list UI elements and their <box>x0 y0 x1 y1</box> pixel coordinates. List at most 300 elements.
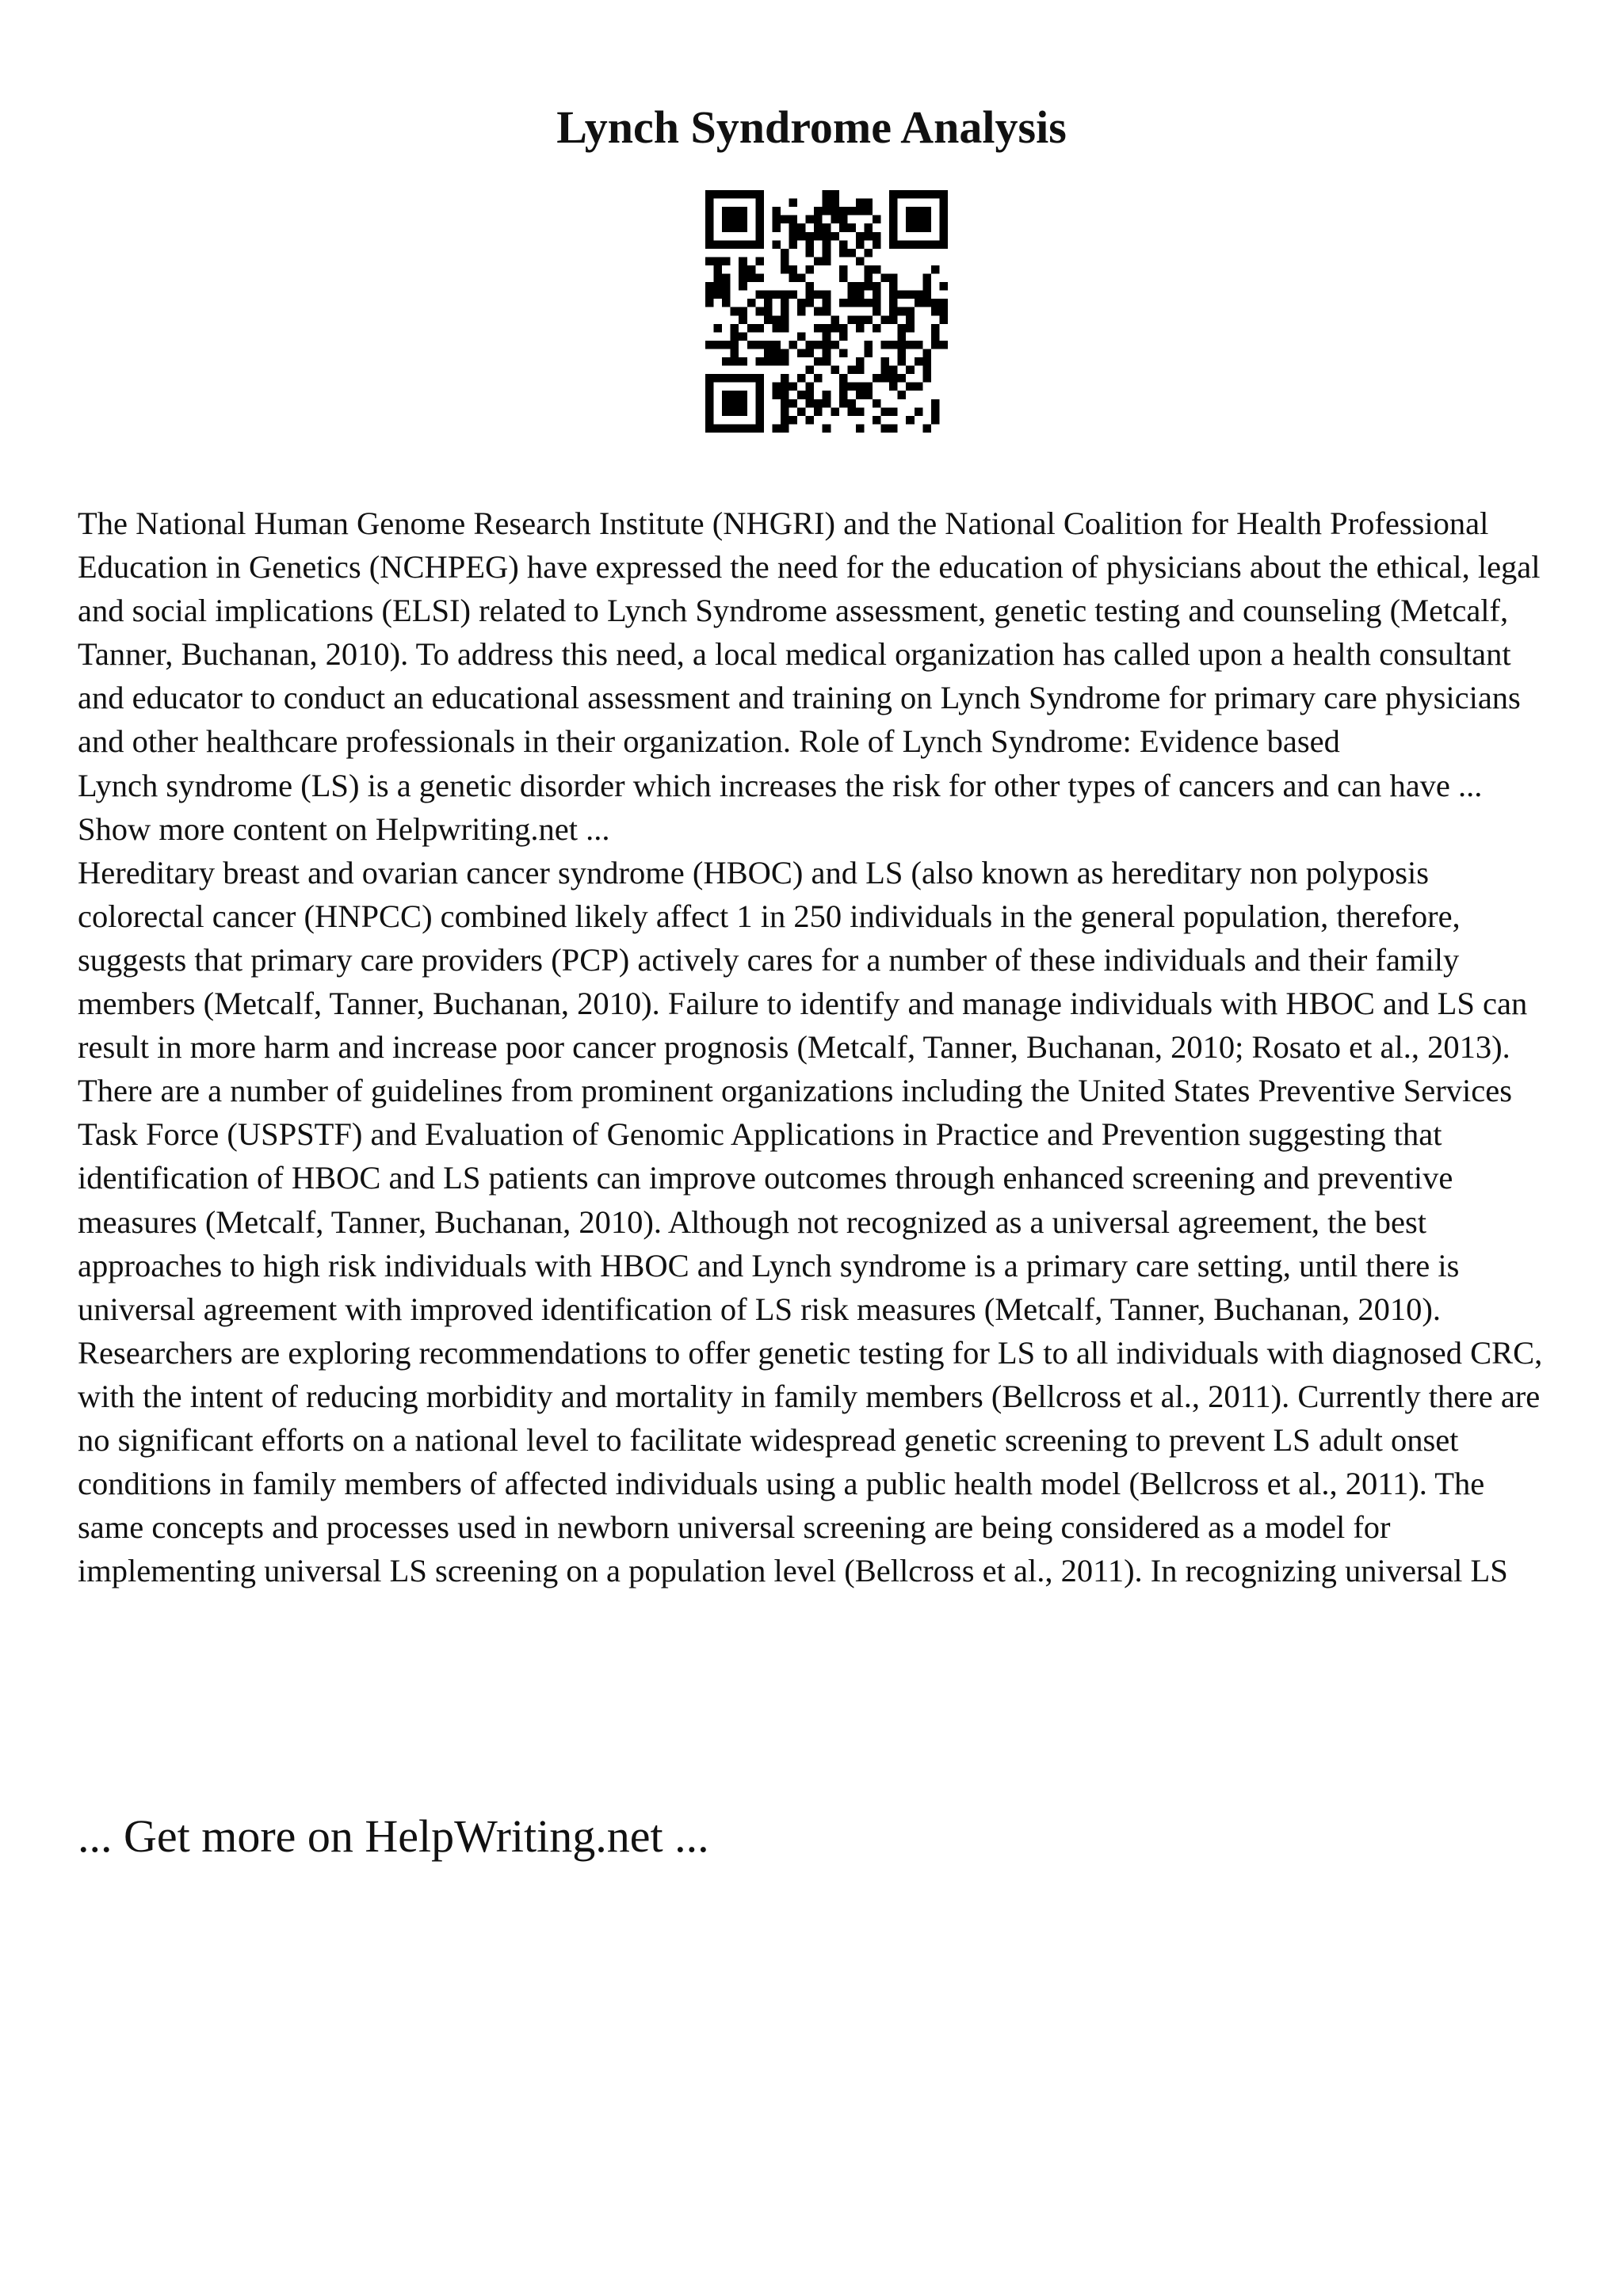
qr-module <box>915 341 923 349</box>
qr-module <box>731 357 739 366</box>
qr-module <box>881 341 890 349</box>
qr-module <box>922 215 931 224</box>
qr-module <box>889 232 898 241</box>
qr-module <box>705 291 714 299</box>
qr-module <box>823 357 831 366</box>
qr-module <box>789 215 798 224</box>
qr-module <box>739 274 747 283</box>
qr-module <box>856 232 865 241</box>
qr-module <box>772 207 781 215</box>
qr-module <box>823 349 831 357</box>
qr-module <box>814 324 823 333</box>
qr-module <box>731 332 739 341</box>
qr-module <box>705 282 714 291</box>
qr-module <box>722 399 731 408</box>
qr-module <box>839 215 848 224</box>
qr-module <box>831 190 839 199</box>
qr-module <box>915 291 923 299</box>
qr-module <box>898 307 907 316</box>
qr-module <box>714 374 723 383</box>
qr-module <box>747 240 756 249</box>
qr-module <box>814 307 823 316</box>
qr-module <box>731 407 739 416</box>
qr-module <box>714 424 723 433</box>
qr-module <box>731 424 739 433</box>
qr-module <box>705 399 714 408</box>
qr-module <box>906 341 915 349</box>
qr-module <box>789 223 798 232</box>
qr-module <box>814 407 823 416</box>
qr-module <box>797 391 806 399</box>
qr-module <box>806 232 815 241</box>
qr-module <box>906 324 915 333</box>
qr-module <box>714 324 723 333</box>
qr-module <box>856 383 865 391</box>
qr-module <box>939 232 948 241</box>
qr-module <box>797 332 806 341</box>
qr-module <box>922 424 931 433</box>
qr-module <box>722 357 731 366</box>
qr-module <box>915 240 923 249</box>
qr-module <box>847 249 856 257</box>
qr-module <box>898 324 907 333</box>
qr-module <box>705 374 714 383</box>
qr-module <box>906 315 915 324</box>
qr-module <box>873 299 881 307</box>
qr-module <box>705 407 714 416</box>
qr-module <box>906 190 915 199</box>
qr-module <box>772 324 781 333</box>
qr-module <box>781 416 789 425</box>
qr-module <box>839 324 848 333</box>
qr-module <box>889 240 898 249</box>
qr-module <box>889 299 898 307</box>
qr-module <box>714 265 723 274</box>
qr-module <box>889 199 898 208</box>
qr-module <box>839 223 848 232</box>
qr-module <box>889 282 898 291</box>
qr-module <box>889 424 898 433</box>
qr-module <box>806 215 815 224</box>
qr-module <box>722 341 731 349</box>
qr-module <box>814 399 823 408</box>
qr-module <box>856 366 865 375</box>
qr-module <box>898 332 907 341</box>
qr-module <box>906 215 915 224</box>
qr-module <box>922 374 931 383</box>
qr-module <box>755 399 764 408</box>
qr-module <box>772 391 781 399</box>
qr-module <box>781 324 789 333</box>
qr-module <box>772 240 781 249</box>
qr-module <box>939 282 948 291</box>
qr-module <box>739 240 747 249</box>
qr-module <box>898 357 907 366</box>
qr-module <box>772 424 781 433</box>
qr-module <box>881 357 890 366</box>
qr-module <box>864 383 873 391</box>
qr-module <box>739 391 747 399</box>
qr-module <box>739 223 747 232</box>
qr-module <box>922 190 931 199</box>
qr-module <box>839 391 848 399</box>
qr-module <box>931 190 940 199</box>
qr-module <box>889 374 898 383</box>
qr-module <box>823 240 831 249</box>
qr-module <box>856 199 865 208</box>
qr-module <box>906 223 915 232</box>
qr-module <box>823 307 831 316</box>
qr-module <box>731 190 739 199</box>
qr-module <box>831 207 839 215</box>
qr-module <box>873 324 881 333</box>
qr-module <box>739 332 747 341</box>
qr-module <box>747 424 756 433</box>
qr-module <box>873 215 881 224</box>
qr-module <box>915 223 923 232</box>
qr-module <box>789 240 798 249</box>
qr-module <box>747 374 756 383</box>
qr-module <box>847 291 856 299</box>
qr-module <box>839 383 848 391</box>
qr-module <box>772 215 781 224</box>
qr-module <box>781 257 789 265</box>
qr-module <box>847 207 856 215</box>
qr-module <box>772 291 781 299</box>
qr-module <box>781 315 789 324</box>
qr-module <box>755 257 764 265</box>
qr-module <box>755 232 764 241</box>
qr-module <box>814 291 823 299</box>
qr-module <box>939 223 948 232</box>
qr-module <box>873 416 881 425</box>
qr-module <box>931 416 940 425</box>
qr-module <box>864 349 873 357</box>
qr-module <box>823 324 831 333</box>
qr-module <box>806 341 815 349</box>
qr-module <box>831 407 839 416</box>
qr-module <box>731 240 739 249</box>
qr-module <box>898 240 907 249</box>
qr-module <box>915 190 923 199</box>
qr-module <box>906 240 915 249</box>
qr-module <box>806 265 815 274</box>
qr-module <box>922 349 931 357</box>
qr-module <box>755 291 764 299</box>
qr-module <box>856 240 865 249</box>
get-more-link[interactable]: ... Get more on HelpWriting.net ... <box>78 1810 709 1862</box>
qr-module <box>898 374 907 383</box>
qr-module <box>705 341 714 349</box>
qr-module <box>856 291 865 299</box>
qr-module <box>755 324 764 333</box>
qr-module <box>847 366 856 375</box>
qr-module <box>714 274 723 283</box>
qr-module <box>739 357 747 366</box>
qr-module <box>731 207 739 215</box>
qr-module <box>889 207 898 215</box>
qr-module <box>939 307 948 316</box>
qr-module <box>939 299 948 307</box>
paragraph-definition: Lynch syndrome (LS) is a genetic disorder which increases the risk for other types of cancers and can have ... Show more content on Helpwriting.net ... <box>78 767 1483 847</box>
qr-module <box>864 315 873 324</box>
qr-code-icon[interactable] <box>705 190 948 433</box>
qr-module <box>847 407 856 416</box>
qr-module <box>856 299 865 307</box>
qr-module <box>898 190 907 199</box>
qr-module <box>731 223 739 232</box>
qr-module <box>823 291 831 299</box>
qr-module <box>755 416 764 425</box>
qr-module <box>705 257 714 265</box>
qr-module <box>755 307 764 316</box>
qr-module <box>839 299 848 307</box>
qr-module <box>781 307 789 316</box>
qr-module <box>881 274 890 283</box>
qr-module <box>856 207 865 215</box>
qr-module <box>781 249 789 257</box>
qr-module <box>906 207 915 215</box>
qr-module <box>772 383 781 391</box>
qr-module <box>722 407 731 416</box>
qr-module <box>755 274 764 283</box>
qr-module <box>789 274 798 283</box>
qr-module <box>789 416 798 425</box>
qr-module <box>839 399 848 408</box>
qr-module <box>731 307 739 316</box>
qr-module <box>755 341 764 349</box>
qr-module <box>781 265 789 274</box>
qr-module <box>722 207 731 215</box>
qr-module <box>814 341 823 349</box>
qr-module <box>915 215 923 224</box>
qr-module <box>823 424 831 433</box>
qr-module <box>747 324 756 333</box>
qr-module <box>781 399 789 408</box>
qr-module <box>906 416 915 425</box>
qr-module <box>789 199 798 208</box>
qr-module <box>722 274 731 283</box>
qr-module <box>898 341 907 349</box>
qr-module <box>814 232 823 241</box>
qr-module <box>789 341 798 349</box>
qr-module <box>722 291 731 299</box>
qr-module <box>831 215 839 224</box>
qr-module <box>789 399 798 408</box>
qr-module <box>806 240 815 249</box>
qr-module <box>772 349 781 357</box>
qr-module <box>915 383 923 391</box>
qr-module <box>764 291 773 299</box>
qr-module <box>856 282 865 291</box>
qr-module <box>931 307 940 316</box>
qr-module <box>823 257 831 265</box>
qr-module <box>789 265 798 274</box>
qr-module <box>772 341 781 349</box>
qr-module <box>922 291 931 299</box>
qr-module <box>705 299 714 307</box>
qr-module <box>714 282 723 291</box>
qr-module <box>705 207 714 215</box>
qr-module <box>739 207 747 215</box>
qr-module <box>939 215 948 224</box>
document-title: Lynch Syndrome Analysis <box>556 101 1067 153</box>
qr-module <box>881 315 890 324</box>
qr-module <box>864 391 873 399</box>
qr-module <box>839 332 848 341</box>
qr-module <box>856 324 865 333</box>
qr-module <box>739 282 747 291</box>
qr-module <box>722 374 731 383</box>
qr-module <box>856 407 865 416</box>
qr-module <box>781 299 789 307</box>
qr-module <box>755 407 764 416</box>
qr-module <box>747 274 756 283</box>
paragraph-intro: The National Human Genome Research Institute (NHGRI) and the National Coalition for Health Professional Education in Genetics (NCHPEG) have expressed the need for the education of physicians about the ethical, legal and social implications (ELSI) related to Lynch Syndrome assessment, genetic testing and counseling (Metcalf, Tanner, Buchanan, 2010). To address this need, a local medical organization has called upon a health consultant and educator to conduct an educational assessment and training on Lynch Syndrome for primary care physicians and other healthcare professionals in their organization. Role of Lynch Syndrome: Evidence based <box>78 505 1541 760</box>
qr-module <box>772 315 781 324</box>
qr-module <box>922 366 931 375</box>
qr-module <box>722 240 731 249</box>
qr-module <box>806 399 815 408</box>
qr-module <box>873 240 881 249</box>
qr-module <box>939 240 948 249</box>
qr-module <box>847 383 856 391</box>
qr-module <box>722 257 731 265</box>
qr-module <box>806 391 815 399</box>
qr-module <box>922 357 931 366</box>
qr-module <box>731 391 739 399</box>
qr-module <box>839 349 848 357</box>
qr-module <box>931 265 940 274</box>
qr-module <box>931 399 940 408</box>
qr-module <box>931 332 940 341</box>
qr-module <box>739 424 747 433</box>
qr-module <box>889 291 898 299</box>
qr-module <box>889 383 898 391</box>
qr-module <box>856 257 865 265</box>
qr-module <box>739 190 747 199</box>
qr-module <box>772 223 781 232</box>
qr-module <box>906 307 915 316</box>
qr-module <box>731 374 739 383</box>
qr-module <box>931 299 940 307</box>
qr-module <box>755 215 764 224</box>
qr-module <box>864 199 873 208</box>
qr-module <box>764 299 773 307</box>
qr-module <box>889 307 898 316</box>
qr-module <box>722 223 731 232</box>
qr-module <box>889 366 898 375</box>
qr-module <box>898 391 907 399</box>
qr-module <box>847 299 856 307</box>
qr-module <box>831 366 839 375</box>
qr-module <box>806 416 815 425</box>
qr-module <box>722 215 731 224</box>
qr-module <box>731 324 739 333</box>
qr-module <box>806 299 815 307</box>
qr-module <box>906 383 915 391</box>
qr-module <box>806 291 815 299</box>
qr-module <box>739 399 747 408</box>
qr-module <box>839 265 848 274</box>
qr-module <box>915 299 923 307</box>
qr-module <box>881 366 890 375</box>
qr-module <box>881 374 890 383</box>
qr-module <box>755 199 764 208</box>
qr-module <box>898 291 907 299</box>
qr-module <box>873 265 881 274</box>
qr-module <box>781 391 789 399</box>
qr-module <box>789 232 798 241</box>
qr-module <box>823 299 831 307</box>
qr-module <box>781 215 789 224</box>
qr-module <box>939 341 948 349</box>
qr-module <box>722 299 731 307</box>
qr-module <box>889 341 898 349</box>
qr-module <box>755 424 764 433</box>
qr-module <box>823 332 831 341</box>
qr-module <box>873 282 881 291</box>
qr-module <box>831 324 839 333</box>
qr-module <box>755 383 764 391</box>
qr-module <box>864 274 873 283</box>
qr-module <box>823 391 831 399</box>
qr-code-graphic <box>705 190 948 433</box>
qr-module <box>764 357 773 366</box>
qr-module <box>906 291 915 299</box>
qr-module <box>864 265 873 274</box>
qr-module <box>797 223 806 232</box>
qr-module <box>873 399 881 408</box>
qr-module <box>856 391 865 399</box>
qr-module <box>755 391 764 399</box>
qr-module <box>931 240 940 249</box>
qr-module <box>747 265 756 274</box>
qr-module <box>864 299 873 307</box>
qr-module <box>705 240 714 249</box>
qr-module <box>705 215 714 224</box>
document-body <box>78 502 1553 1592</box>
qr-module <box>739 407 747 416</box>
qr-module <box>739 215 747 224</box>
qr-module <box>881 407 890 416</box>
qr-module <box>915 357 923 366</box>
qr-module <box>823 223 831 232</box>
qr-module <box>823 207 831 215</box>
qr-module <box>731 399 739 408</box>
qr-module <box>755 374 764 383</box>
qr-module <box>755 240 764 249</box>
qr-module <box>789 291 798 299</box>
qr-module <box>747 341 756 349</box>
qr-module <box>722 424 731 433</box>
qr-module <box>722 282 731 291</box>
qr-module <box>839 240 848 249</box>
qr-module <box>731 349 739 357</box>
qr-module <box>747 299 756 307</box>
qr-module <box>739 257 747 265</box>
qr-module <box>797 274 806 283</box>
qr-module <box>714 190 723 199</box>
qr-module <box>705 383 714 391</box>
qr-module <box>781 407 789 416</box>
qr-module <box>714 257 723 265</box>
qr-module <box>915 407 923 416</box>
qr-module <box>856 424 865 433</box>
qr-module <box>722 190 731 199</box>
qr-module <box>889 315 898 324</box>
qr-module <box>739 374 747 383</box>
